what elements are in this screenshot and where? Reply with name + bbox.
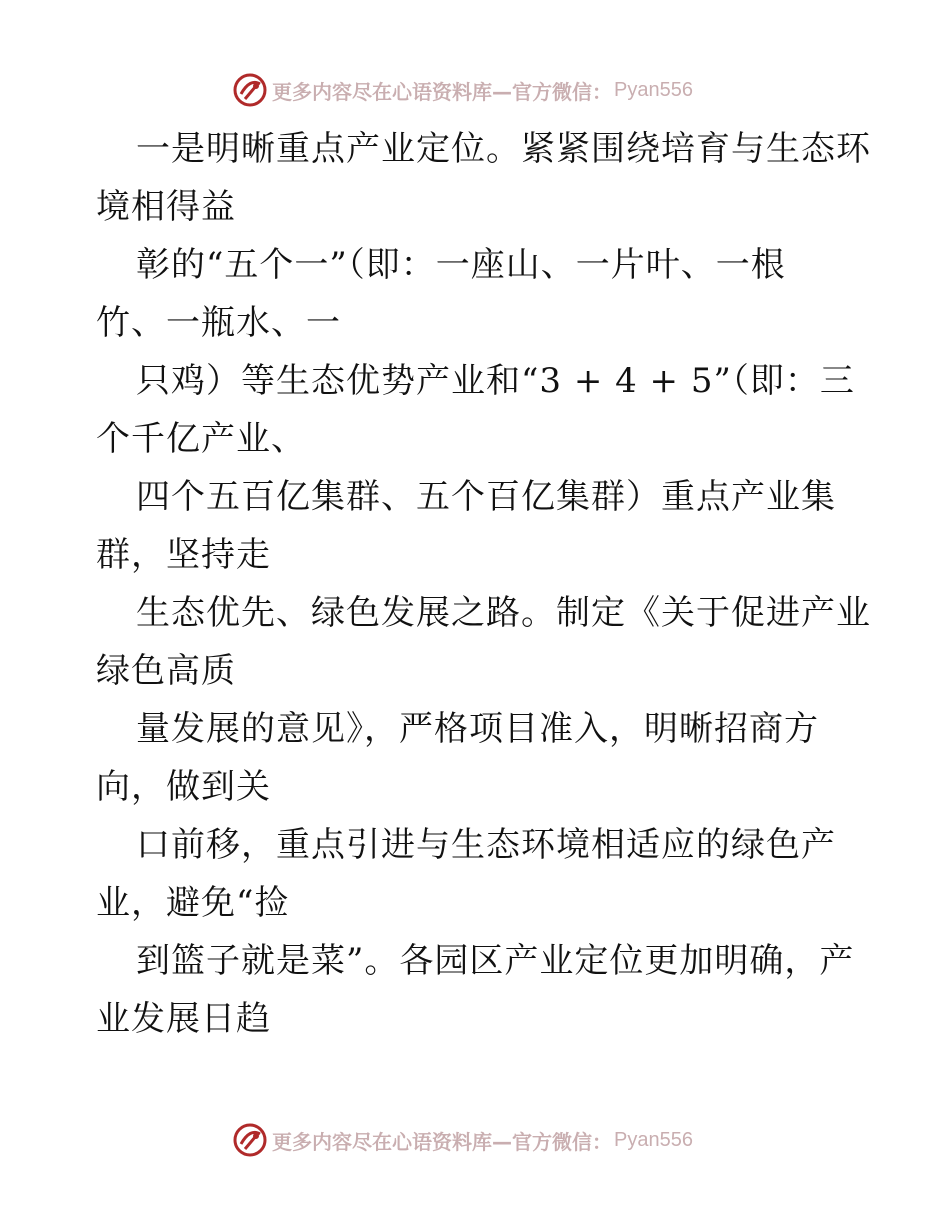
text-line: 量发展的意见》，严格项目准入，明晰招商方 xyxy=(136,709,819,749)
watermark-header xyxy=(232,70,752,110)
brand-logo-icon xyxy=(232,1122,268,1158)
text-line: 业发展日趋 xyxy=(96,999,271,1039)
brand-logo-icon xyxy=(232,72,268,108)
text-line: 一是明晰重点产业定位。紧紧围绕培育与生态环 xyxy=(136,129,871,169)
text-line: 生态优先、绿色发展之路。制定《关于促进产业 xyxy=(136,593,871,633)
text-line: 群，坚持走 xyxy=(96,535,271,575)
text-line: 彰的“五个一”（即：一座山、一片叶、一根 xyxy=(136,245,786,285)
watermark-footer xyxy=(232,1120,752,1160)
text-line: 绿色高质 xyxy=(96,651,236,691)
text-line: 只鸡）等生态优势产业和“3 + 4 + 5”（即：三 xyxy=(136,361,855,401)
text-line: 竹、一瓶水、一 xyxy=(96,303,341,343)
text-line: 四个五百亿集群、五个百亿集群）重点产业集 xyxy=(136,477,836,517)
watermark-text: 更多内容尽在心语资料库—官方微信： xyxy=(272,79,612,104)
text-line: 到篮子就是菜”。各园区产业定位更加明确，产 xyxy=(136,941,855,981)
watermark-text: 更多内容尽在心语资料库—官方微信： xyxy=(272,1129,612,1154)
text-line: 个千亿产业、 xyxy=(96,419,306,459)
text-line: 向，做到关 xyxy=(96,767,271,807)
document-body xyxy=(96,120,876,1048)
watermark-wechat-id: Pyan556 xyxy=(614,78,693,101)
text-line: 口前移，重点引进与生态环境相适应的绿色产 xyxy=(136,825,836,865)
text-line: 境相得益 xyxy=(96,187,236,227)
watermark-wechat-id: Pyan556 xyxy=(614,1128,693,1151)
text-line: 业，避免“捡 xyxy=(96,883,290,923)
